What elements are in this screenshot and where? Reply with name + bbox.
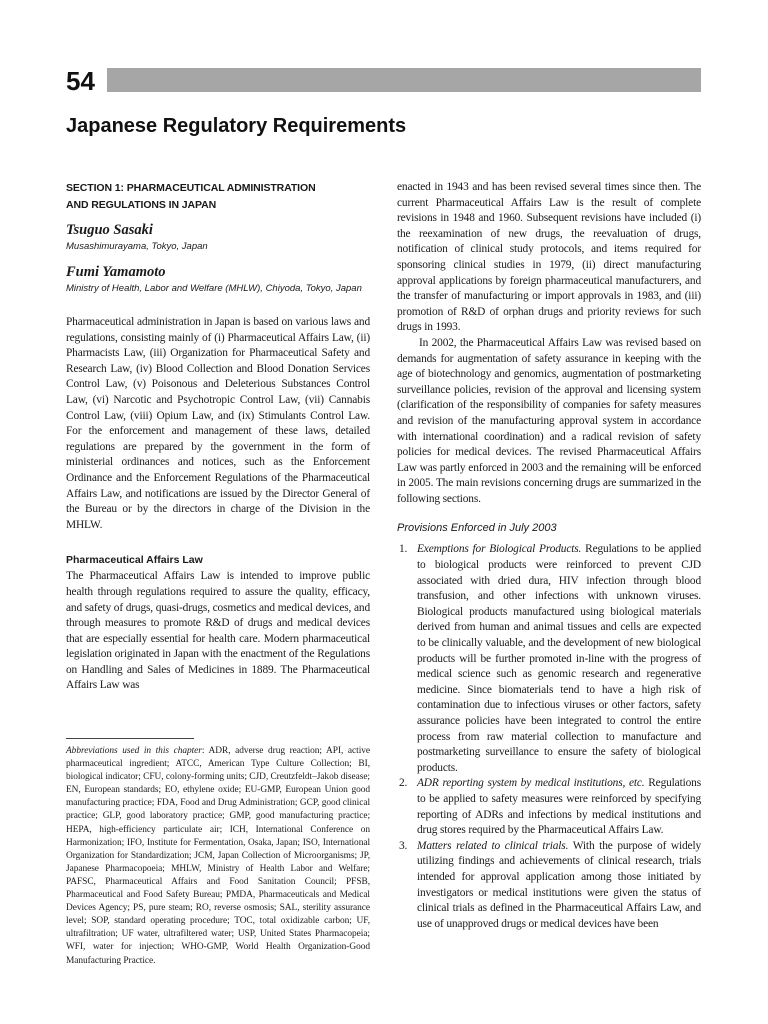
list-item	[397, 542, 701, 776]
abbreviations-footnote	[66, 745, 370, 968]
pal-paragraph: The Pharmaceutical Affairs Law is intended to improve public health through regulations required to assure the quality, efficacy, and safety of drugs, quasi-drugs, cosmetics and medical devices, and through measures to promote R&D of drugs and medical devices that are especially essential for health care. Modern pharmaceutical legislation originated in Japan with the enactment of the Regulations on Handling and Sales of Medicines in 1889. The Pharmaceutical Affairs Law was	[66, 570, 370, 692]
list-item-text: Regulations to be applied to biological products were reinforced to prevent CJD associated with dried dura, HIV infection through blood transfusion, and other infections with unknown viruses. Biological products manufactured using biological materials derived from human and animal tissues and cells are expected to be clinically valuable, and the development of new biological products will be further promoted in-line with the progress of medical science such as genomic research and regenerative medicine. Since biomaterials tend to have a high risk of contamination due to infectious viruses or other factors, safety assurance policies have been integrated to control the entire process from raw material collection to manufacture and postmarketing surveillance to ensure the safety of biological products.	[417, 543, 701, 774]
list-item-number: 3.	[399, 839, 408, 852]
left-column	[66, 180, 370, 694]
list-item-text: With the purpose of widely utilizing findings and achievements of clinical research, trials intended for approval application among those initiated by investigators or medical institutions were given the status of clinical trials as defined in the Pharmaceutical Affairs Law, and use of unapproved drugs or medical devices have been	[417, 839, 701, 930]
right-column	[397, 180, 701, 932]
page-title: Japanese Regulatory Requirements	[66, 115, 407, 137]
provisions-list	[397, 542, 701, 932]
intro-paragraph: Pharmaceutical administration in Japan is based on various laws and regulations, consisting mainly of (i) Pharmaceutical Affairs Law, (ii) Pharmacists Law, (iii) Organization for Pharmaceutical Safety and Research Law, (iv) Blood Collection and Blood Donation Services Control Law, (v) Poisonous and Deleterious Substances Control Law, (vi) Narcotic and Psychotropic Control Law, (vii) Cannabis Control Law, (viii) Opium Law, and (ix) Stimulants Control Law. For the enforcement and management of these laws, detailed regulations are prepared by the government in the form of ministerial ordinances and notices, such as the Enforcement Ordinance and the Enforcement Regulations of the Pharmaceutical Affairs Law, and notifications are issued by the Director General of the Bureau or by the directors in charge of the Division in the MHLW.	[66, 316, 370, 531]
list-item-title: Exemptions for Biological Products.	[417, 543, 582, 556]
list-item	[397, 839, 701, 933]
revision-2002-paragraph: In 2002, the Pharmaceutical Affairs Law was revised based on demands for augmentation of safety assurance in keeping with the age of biotechnology and genomics, augmentation of postmarketing surveillance policies, revision of the approval and licensing system (clarification of the responsibility of companies for safety measures and revision of the manufacturing approval system in accordance with international coordination) and a radical revision of safety policies for medical devices. The revised Pharmaceutical Affairs Law was partly enforced in 2003 and the remaining will be enforced in 2005. The main revisions concerning drugs are summarized in the following sections.	[397, 336, 701, 505]
list-item-title: ADR reporting system by medical institutions, etc.	[417, 777, 645, 790]
section-heading-line-1: SECTION 1: PHARMACEUTICAL ADMINISTRATION	[66, 182, 316, 194]
author-affiliation-2: Ministry of Health, Labor and Welfare (MHLW), Chiyoda, Tokyo, Japan	[66, 283, 362, 294]
chapter-header-bar	[107, 68, 701, 92]
author-name-1: Tsuguo Sasaki	[66, 222, 153, 238]
footnote-text: : ADR, adverse drug reaction; API, active pharmaceutical ingredient; ATCC, American Type Culture Collection; BI, biological indicator; CFU, colony-forming units; CJD, Creutzfeldt–Jakob disease; EN, European standards; EO, ethylene oxide; EU-GMP, European Union good manufacturing practice; FDA, Food and Drug Administration; GCP, good clinical practice; GLP, good laboratory practice; GMP, good manufacturing practice; HEPA, high-efficiency particulate air; ICH, International Conference on Harmonization; IFO, Institute for Fermentation, Osaka, Japan; ISO, International Organization for Standardization; JCM, Japan Collection of Microorganisms; JP, Japanese Pharmacopoeia; MHLW, Ministry of Health Labor and Welfare; PAFSC, Pharmaceutical Affairs and Food Sanitation Council; PFSB, Pharmaceutical and Food Safety Bureau; PMDA, Pharmaceuticals and Medical Devices Agency; PS, pure steam; RO, reverse osmosis; SAL, sterility assurance level; SOP, standard operating procedure; TOC, total oxidizable carbon; UF, ultrafiltration; UF water, ultrafiltered water; USP, United States Pharmacopeia; WFI, water for injection; WHO-GMP, World Health Organization-Good Manufacturing Practice.	[66, 746, 370, 966]
list-item	[397, 776, 701, 838]
subheading-pharmaceutical-affairs-law: Pharmaceutical Affairs Law	[66, 554, 203, 567]
section-heading-line-2: AND REGULATIONS IN JAPAN	[66, 199, 217, 211]
chapter-number: 54	[66, 66, 95, 96]
list-item-number: 1.	[399, 543, 408, 556]
author-name-2: Fumi Yamamoto	[66, 264, 166, 280]
list-item-number: 2.	[399, 777, 408, 790]
author-affiliation-1: Musashimurayama, Tokyo, Japan	[66, 241, 208, 252]
list-item-text: Regulations to be applied to safety measures were reinforced by specifying reporting of ADRs and infections by medical institutions and drug stores required by the Pharmaceutical Affairs Law.	[417, 777, 701, 837]
footnote-divider	[66, 738, 194, 739]
footnote-label: Abbreviations used in this chapter	[66, 746, 202, 756]
section-heading	[66, 180, 370, 214]
subheading-provisions-2003: Provisions Enforced in July 2003	[397, 522, 557, 535]
history-paragraph: enacted in 1943 and has been revised several times since then. The current Pharmaceutical Affairs Law is the result of complete revisions in 1948 and 1960. Subsequent revisions have included (i) the reexamination of new drugs, the reevaluation of drugs, notification of clinical study protocols, and items required for sponsoring clinical studies in 1979, (ii) direct manufacturing approval applications by foreign pharmaceutical manufacturers, and the transfer of manufacturing or import approvals in 1983, and (iii) promotion of R&D of orphan drugs and priority reviews for such drugs in 1993.	[397, 181, 701, 334]
list-item-title: Matters related to clinical trials.	[417, 839, 569, 852]
